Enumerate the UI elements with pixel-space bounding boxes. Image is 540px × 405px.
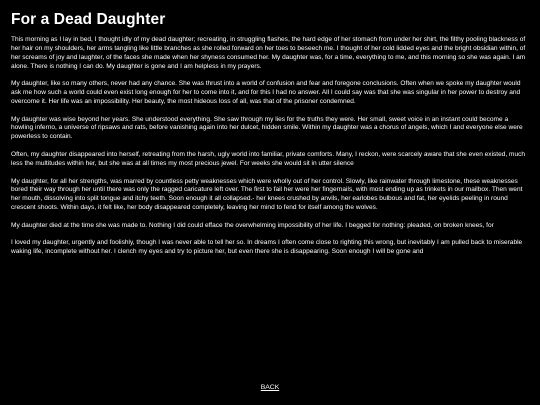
- paragraph-1: This morning as I lay in bed, I thought idly of my dead daughter; recreating, in struggling flashes, the hard edge of her stomach from under her shirt, the filthy pooling blackness of her hair on my shoulders, her arms tangling like little branches as she rolled forward on her toes to beseech me. I thought of her cold lidded eyes and the bright obsidian within, of her screams of joy and laughter, of the faces she made when her shyness consumed her. My daughter was, for a time, everything to me, and this morning so she was again. I am alone. There is nothing I can do. My daughter is gone and I am helpless in my prayers.: [11, 36, 526, 70]
- paragraph-7: I loved my daughter, urgently and foolishly, though I was never able to tell her so. In dreams I often come close to righting this wrong, but inevitably I am pulled back to miserable waking life, incomplete without her. I clench my eyes and try to picture her, but even there she is disappearing. Soon enough I will be gone and: [11, 239, 523, 256]
- paragraph-3: My daughter was wise beyond her years. She understood everything. She saw through my lies for the truths they were. Her small, sweet voice in an instant could become a howling inferno, a universe of ripsaws and rats, before vanishing again into her dulcet, hidden smile. Within my daughter was a chorus of angels, which I and everyone else were powerless to contain.: [11, 115, 523, 141]
- back-link[interactable]: BACK: [260, 384, 280, 391]
- story-body: [11, 36, 532, 257]
- back-link-container: [0, 383, 540, 392]
- page-title: For a Dead Daughter: [11, 11, 166, 28]
- paragraph-5: My daughter, for all her strengths, was marred by countless petty weaknesses which were wholly out of her control. Slowly, like rainwater through limestone, these weaknesses bored their way through her until there was only the ragged caricature left over. The first to fail her were her fingernails, with most ending up as trinkets in our mailbox. Then went her mouth, dissolving into split tongue and itchy teeth. Soon enough it all collapsed.- her knees crushed by anvils, her earlobes bulbous and fat, her eyelids peeling in round crescent shoots. Within days, it felt like, her body disappeared completely, leaving her mind to fend for itself among the wolves.: [11, 177, 523, 212]
- paragraph-6: My daughter died at the time she was made to. Nothing I did could efface the overwhelming impossibility of her life. I begged for nothing: pleaded, on broken knees, for: [11, 221, 494, 229]
- paragraph-4: Often, my daughter disappeared into herself, retreating from the harsh, ugly world into familiar, private comforts. Many, I reckon, were scarcely aware that she even existed, much less the multitudes within her, but she was at all times my most precious jewel. For weeks she would sit in utter silence: [11, 150, 526, 167]
- paragraph-2: My daughter, like so many others, never had any chance. She was thrust into a world of confusion and fear and foregone conclusions. Often when we spoke my daughter would ask me how such a world could even exist long enough for her to come into it, and for this I had no answer. All I could say was that she was singular in her power to destroy and overcome it. Her life was an impossibility. Her beauty, the most hideous loss of all, was that of the prisoner condemned.: [11, 80, 521, 105]
